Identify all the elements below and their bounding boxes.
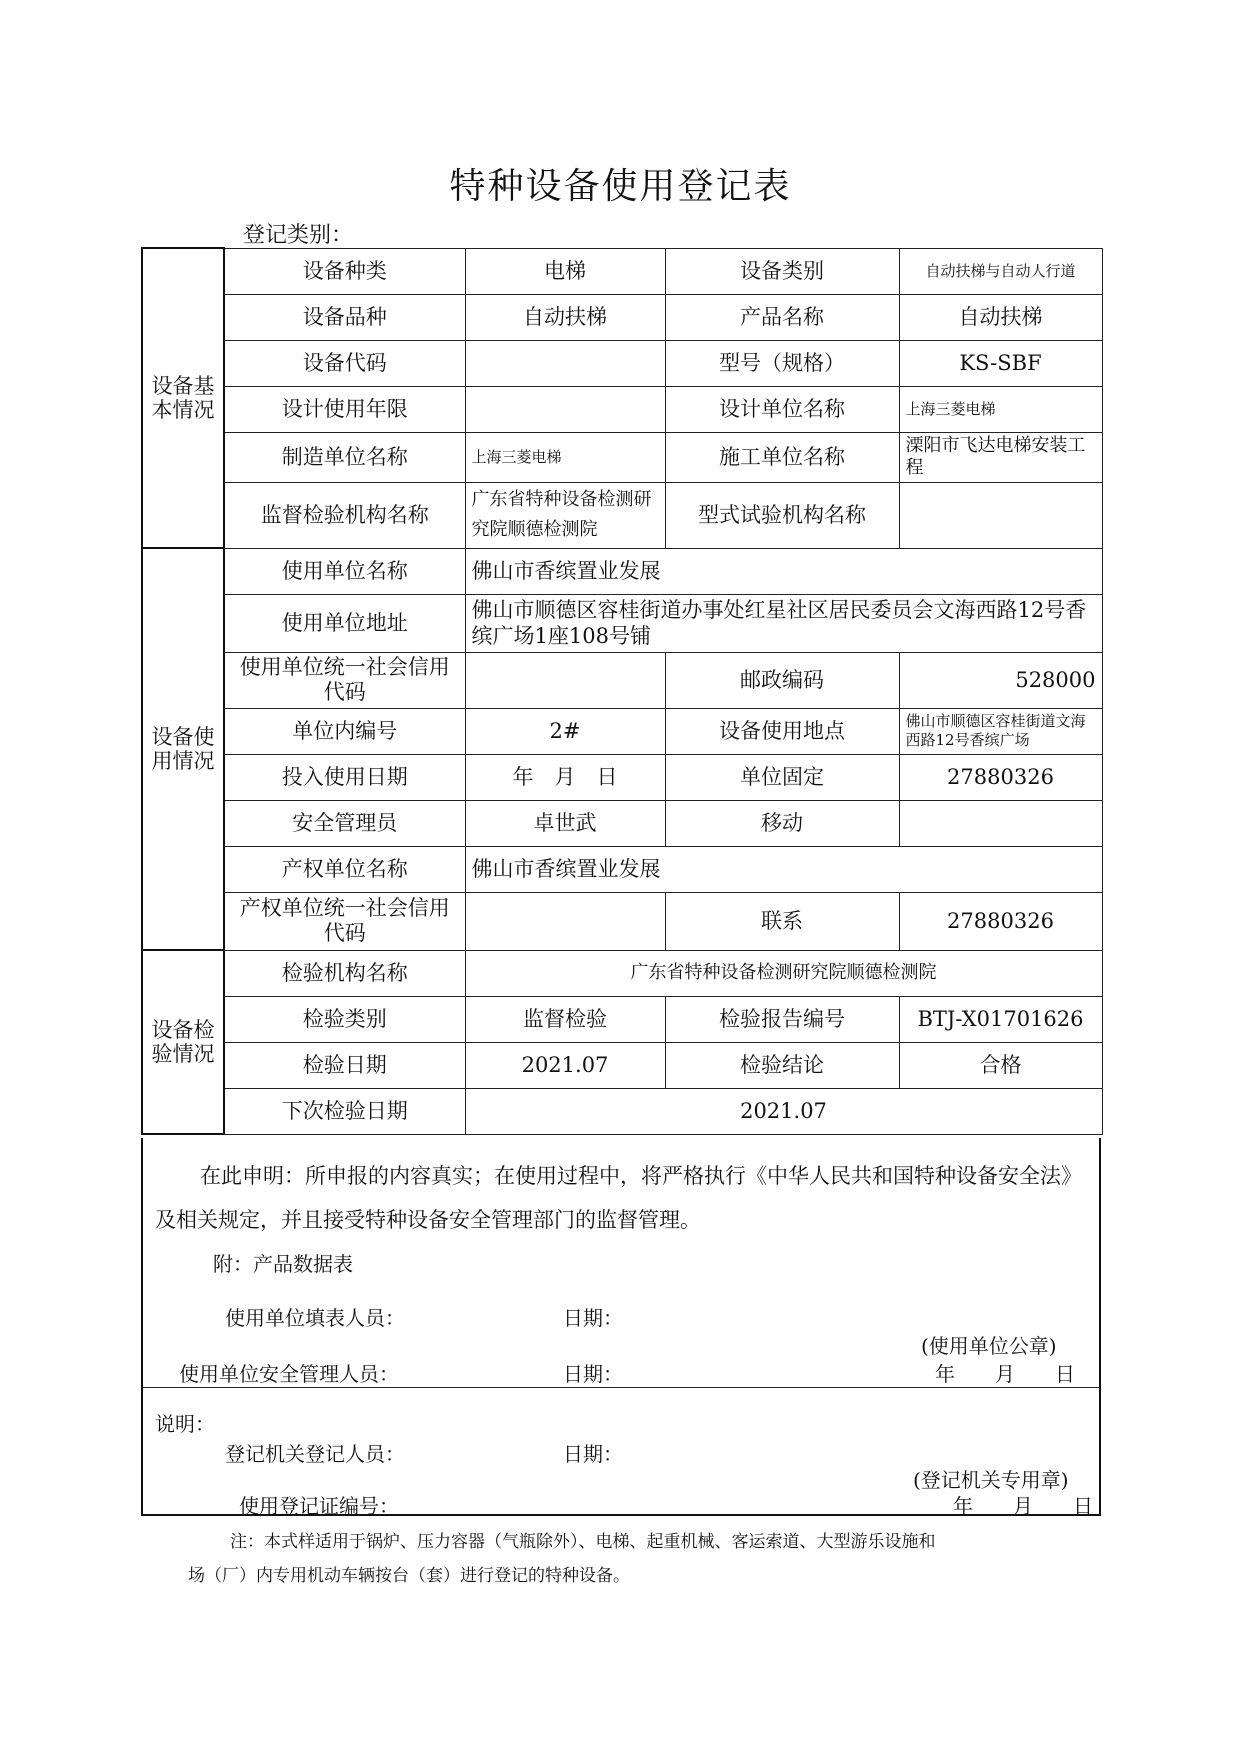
value-contact: 27880326 bbox=[899, 892, 1102, 950]
value-equip-category: 自动扶梯与自动人行道 bbox=[899, 248, 1102, 294]
value-supervision: 广东省特种设备检测研究院顺德检测院 bbox=[465, 482, 665, 548]
section-inspection: 设备检验情况 bbox=[142, 950, 224, 1134]
label-fixed-phone: 单位固定 bbox=[665, 754, 899, 800]
label-safety-mgr: 安全管理员 bbox=[224, 800, 465, 846]
registrar-date-label: 日期： bbox=[563, 1442, 623, 1466]
safety-date-label: 日期： bbox=[563, 1362, 623, 1386]
section-usage: 设备使用情况 bbox=[142, 548, 224, 950]
authority-seal-date: 年 月 日 bbox=[953, 1494, 1093, 1518]
value-equip-kind: 电梯 bbox=[465, 248, 665, 294]
value-model: KS-SBF bbox=[899, 340, 1102, 386]
label-supervision: 监督检验机构名称 bbox=[224, 482, 465, 548]
label-inspect-date: 检验日期 bbox=[224, 1042, 465, 1088]
label-manufacturer: 制造单位名称 bbox=[224, 432, 465, 482]
value-next-inspect: 2021.07 bbox=[465, 1088, 1102, 1134]
value-inspect-result: 合格 bbox=[899, 1042, 1102, 1088]
value-constructor: 溧阳市飞达电梯安装工程 bbox=[899, 432, 1102, 482]
section-basic: 设备基本情况 bbox=[142, 248, 224, 548]
label-product-name: 产品名称 bbox=[665, 294, 899, 340]
filler-label: 使用单位填表人员： bbox=[225, 1306, 405, 1330]
value-type-test bbox=[899, 482, 1102, 548]
label-type-test: 型式试验机构名称 bbox=[665, 482, 899, 548]
declaration-text: 在此申明：所申报的内容真实；在使用过程中，将严格执行《中华人民共和国特种设备安全法》及相关规定，并且接受特种设备安全管理部门的监督管理。 bbox=[155, 1164, 1082, 1232]
value-mobile bbox=[899, 800, 1102, 846]
label-mobile: 移动 bbox=[665, 800, 899, 846]
value-design-life bbox=[465, 386, 665, 432]
authority-seal-label: (登记机关专用章) bbox=[913, 1468, 1069, 1492]
registration-form-table bbox=[141, 247, 1103, 1135]
label-report-no: 检验报告编号 bbox=[665, 996, 899, 1042]
user-seal-date: 年 月 日 bbox=[935, 1362, 1075, 1386]
label-location: 设备使用地点 bbox=[665, 708, 899, 754]
value-equip-code bbox=[465, 340, 665, 386]
label-inspect-result: 检验结论 bbox=[665, 1042, 899, 1088]
label-inspect-org: 检验机构名称 bbox=[224, 950, 465, 996]
value-fixed-phone: 27880326 bbox=[899, 754, 1102, 800]
value-inspect-type: 监督检验 bbox=[465, 996, 665, 1042]
notes-label: 说明： bbox=[155, 1412, 215, 1436]
value-report-no: BTJ-X01701626 bbox=[899, 996, 1102, 1042]
value-design-unit: 上海三菱电梯 bbox=[899, 386, 1102, 432]
label-equip-category: 设备类别 bbox=[665, 248, 899, 294]
value-postcode: 528000 bbox=[899, 652, 1102, 708]
safety-mgr-sign-label: 使用单位安全管理人员： bbox=[179, 1362, 399, 1386]
label-inspect-type: 检验类别 bbox=[224, 996, 465, 1042]
label-owner: 产权单位名称 bbox=[224, 846, 465, 892]
registrar-label: 登记机关登记人员： bbox=[225, 1442, 405, 1466]
label-user-credit: 使用单位统一社会信用代码 bbox=[224, 652, 465, 708]
label-model: 型号（规格） bbox=[665, 340, 899, 386]
page-title: 特种设备使用登记表 bbox=[449, 166, 792, 207]
label-equip-kind: 设备种类 bbox=[224, 248, 465, 294]
label-next-inspect: 下次检验日期 bbox=[224, 1088, 465, 1134]
label-constructor: 施工单位名称 bbox=[665, 432, 899, 482]
value-equip-variety: 自动扶梯 bbox=[465, 294, 665, 340]
label-user-name: 使用单位名称 bbox=[224, 548, 465, 594]
value-location: 佛山市顺德区容桂街道文海西路12号香缤广场 bbox=[899, 708, 1102, 754]
registration-notes-box bbox=[141, 1388, 1101, 1516]
value-inspect-org: 广东省特种设备检测研究院顺德检测院 bbox=[465, 950, 1102, 996]
footnote-line-1: 注：本式样适用于锅炉、压力容器（气瓶除外）、电梯、起重机械、客运索道、大型游乐设施和 bbox=[230, 1532, 936, 1552]
filler-date-label: 日期： bbox=[563, 1306, 623, 1330]
label-equip-variety: 设备品种 bbox=[224, 294, 465, 340]
value-user-credit bbox=[465, 652, 665, 708]
value-start-date: 年 月 日 bbox=[465, 754, 665, 800]
registration-type-label: 登记类别： bbox=[243, 223, 354, 248]
user-seal-label: (使用单位公章) bbox=[921, 1334, 1057, 1358]
attachment-label: 附：产品数据表 bbox=[213, 1252, 353, 1276]
label-design-unit: 设计单位名称 bbox=[665, 386, 899, 432]
label-postcode: 邮政编码 bbox=[665, 652, 899, 708]
value-internal-no: 2# bbox=[465, 708, 665, 754]
label-equip-code: 设备代码 bbox=[224, 340, 465, 386]
label-user-addr: 使用单位地址 bbox=[224, 594, 465, 652]
value-user-addr: 佛山市顺德区容桂街道办事处红星社区居民委员会文海西路12号香缤广场1座108号铺 bbox=[465, 594, 1102, 652]
value-owner-credit bbox=[465, 892, 665, 950]
value-manufacturer: 上海三菱电梯 bbox=[465, 432, 665, 482]
label-contact: 联系 bbox=[665, 892, 899, 950]
label-owner-credit: 产权单位统一社会信用代码 bbox=[224, 892, 465, 950]
value-safety-mgr: 卓世武 bbox=[465, 800, 665, 846]
footnote-line-2: 场（厂）内专用机动车辆按台（套）进行登记的特种设备。 bbox=[188, 1566, 630, 1586]
label-internal-no: 单位内编号 bbox=[224, 708, 465, 754]
label-start-date: 投入使用日期 bbox=[224, 754, 465, 800]
value-product-name: 自动扶梯 bbox=[899, 294, 1102, 340]
declaration-box bbox=[141, 1138, 1101, 1388]
label-design-life: 设计使用年限 bbox=[224, 386, 465, 432]
value-user-name: 佛山市香缤置业发展 bbox=[465, 548, 1102, 594]
value-owner: 佛山市香缤置业发展 bbox=[465, 846, 1102, 892]
cert-no-label: 使用登记证编号： bbox=[239, 1494, 399, 1518]
value-inspect-date: 2021.07 bbox=[465, 1042, 665, 1088]
